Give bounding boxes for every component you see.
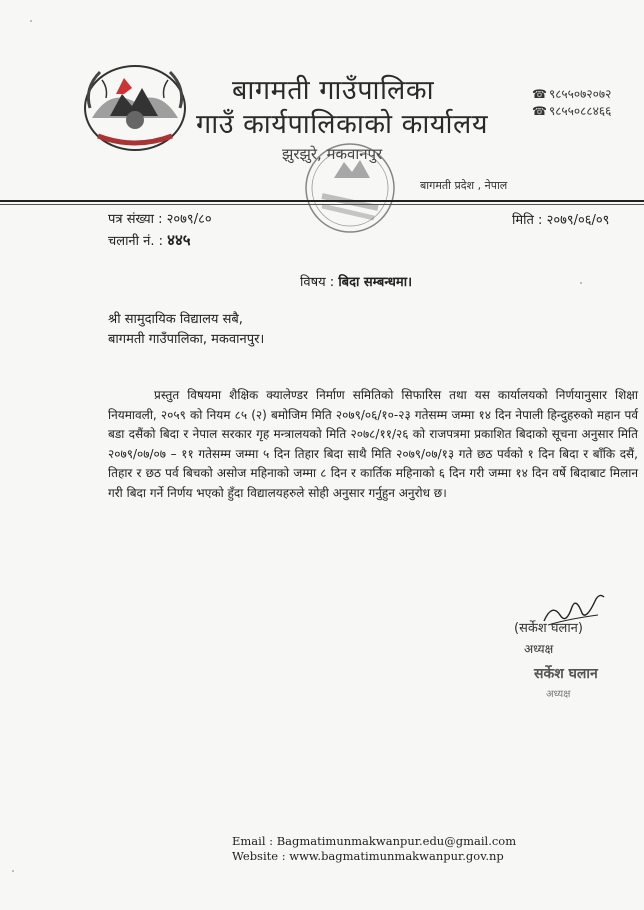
scan-speck (30, 20, 32, 22)
letter-subject (300, 272, 412, 290)
letter-number (108, 210, 212, 230)
header-divider (0, 200, 644, 202)
signatory-name: (सर्केश घलान) (514, 621, 583, 636)
dispatch-number (108, 230, 212, 252)
telephone-icon: ☎ (532, 87, 547, 101)
dispatch-number-label: चलानी नं. : (108, 234, 164, 249)
phone-number: ९८५५०७२०७२ (548, 87, 612, 101)
name-stamp: सर्केश घलान (534, 666, 598, 682)
nepal-emblem-icon (80, 58, 190, 154)
phone-list (532, 86, 611, 120)
office-stamp (300, 138, 400, 238)
footer-contact (232, 834, 516, 864)
office-location: झुरझुरे, मकवानपुर (282, 145, 383, 163)
date-label: मिति : (512, 213, 543, 228)
signatory-title: अध्यक्ष (524, 642, 554, 656)
footer-website: Website : www.bagmatimunmakwanpur.gov.np (232, 849, 504, 863)
scan-speck (12, 870, 14, 872)
letter-date (512, 210, 609, 228)
telephone-icon: ☎ (532, 104, 547, 118)
phone-number: ९८५५०८८४६६ (548, 104, 612, 118)
phone-line (532, 103, 611, 120)
office-name: गाउँ कार्यपालिकाको कार्यालय (196, 109, 488, 140)
body-paragraph: प्रस्तुत विषयमा शैक्षिक क्यालेण्डर निर्माण समितिको सिफारिस तथा यस कार्यालयको निर्णयानुसार शिक्षा नियमावली, २०५९ को नियम ८५ (२) बमोजिम मिति २०७९/०६/१०-२३ गतेसम्म जम्मा १४ दिन नेपाली हिन्दुहरुको महान पर्व बडा दसैंको बिदा र नेपाल सरकार गृह मन्त्रालयको मिति २०७८/११/२६ को राजपत्रमा प्रकाशित बिदाको सूचना अनुसार मिति २०७९/०७/०७ – ११ गतेसम्म जम्मा ५ दिन तिहार बिदा साथै मिति २०७९/०७/१३ गते छठ पर्वको १ दिन बिदा र बाँकि दसैं, तिहार र छठ पर्व बिचको असोज महिनाको जम्मा ८ दिन र कार्तिक महिनाको ६ दिन गरी जम्मा १४ दिन वर्षे बिदाबाट मिलान गरी बिदा गर्ने निर्णय भएको हुँदा विद्यालयहरुले सोही अनुसार गर्नुहुन अनुरोध छ। (108, 388, 638, 500)
province-name: बागमती प्रदेश , नेपाल (420, 179, 508, 192)
scan-speck (580, 282, 582, 284)
header-divider-thin (0, 204, 644, 205)
letter-body (108, 386, 638, 504)
date-value: २०७९/०६/०९ (546, 213, 610, 228)
organization-name: बागमती गाउँपालिका (232, 75, 435, 106)
reference-block (108, 210, 212, 252)
recipient-block (108, 310, 264, 350)
phone-line (532, 86, 611, 103)
dispatch-number-value: ४४५ (167, 231, 191, 249)
recipient-line: बागमती गाउँपालिका, मकवानपुर। (108, 332, 265, 347)
subject-text: बिदा सम्बन्धमा। (338, 275, 412, 290)
footer-email: Email : Bagmatimunmakwanpur.edu@gmail.com (232, 834, 517, 848)
subject-label: विषय : (300, 275, 335, 290)
letter-number-label: पत्र संख्या : (108, 212, 163, 227)
letter-number-value: २०७९/८० (166, 212, 212, 227)
recipient-line: श्री सामुदायिक विद्यालय सबै, (108, 312, 243, 327)
name-stamp-title: अध्यक्ष (546, 689, 571, 700)
